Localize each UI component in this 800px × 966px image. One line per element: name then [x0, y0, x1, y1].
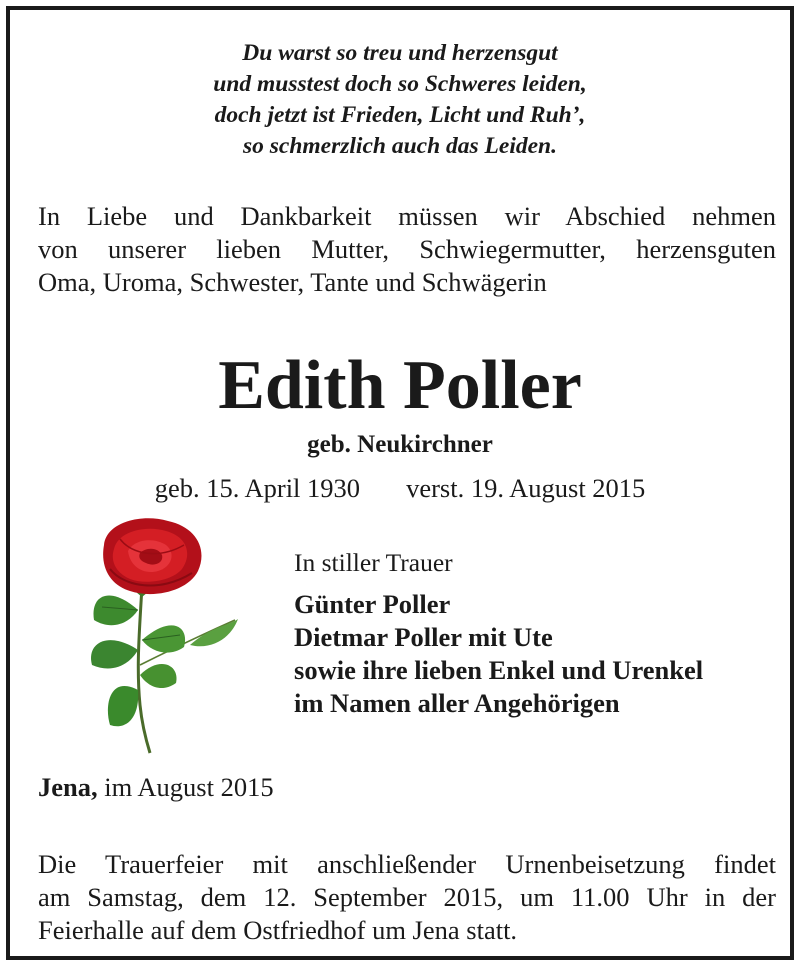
mourners-block	[294, 546, 703, 720]
birth-date: geb. 15. April 1930	[154, 473, 361, 503]
funeral-line: am Samstag, dem 12. September 2015, um 11.00 Uhr in der	[38, 882, 776, 912]
intro-line: Oma, Uroma, Schwester, Tante und Schwägerin	[38, 267, 547, 297]
obituary-frame	[6, 6, 794, 960]
mourning-lead: In stiller Trauer	[294, 548, 453, 577]
mourner-name: Dietmar Poller mit Ute	[294, 622, 553, 652]
place-and-date	[38, 770, 274, 804]
funeral-line: Die Trauerfeier mit anschließender Urnenbeisetzung findet	[38, 849, 776, 879]
poem-line: und musstest doch so Schweres leiden,	[213, 71, 587, 97]
funeral-line: Feierhalle auf dem Ostfriedhof um Jena statt.	[38, 915, 518, 945]
poem-line: doch jetzt ist Frieden, Licht und Ruh’,	[214, 102, 586, 128]
maiden-name: geb. Neukirchner	[307, 431, 493, 458]
farewell-intro	[38, 200, 776, 299]
intro-line: von unserer lieben Mutter, Schwiegermutter, herzensguten	[38, 234, 776, 264]
poem-line: Du warst so treu und herzensgut	[242, 40, 558, 66]
funeral-notice	[38, 848, 776, 947]
deceased-name: Edith Poller	[218, 347, 582, 424]
life-dates	[10, 471, 790, 505]
poem-line: so schmerzlich auch das Leiden.	[242, 133, 557, 159]
mourner-name: Günter Poller	[294, 589, 451, 619]
memorial-poem	[10, 38, 790, 162]
mourner-name: im Namen aller Angehörigen	[294, 688, 620, 718]
death-date: verst. 19. August 2015	[406, 473, 646, 503]
place-date: im August 2015	[97, 772, 274, 802]
intro-line: In Liebe und Dankbarkeit müssen wir Abschied nehmen	[38, 201, 776, 231]
red-rose-icon	[80, 515, 250, 755]
place-city: Jena,	[38, 772, 98, 802]
mourner-name: sowie ihre lieben Enkel und Urenkel	[294, 655, 704, 685]
